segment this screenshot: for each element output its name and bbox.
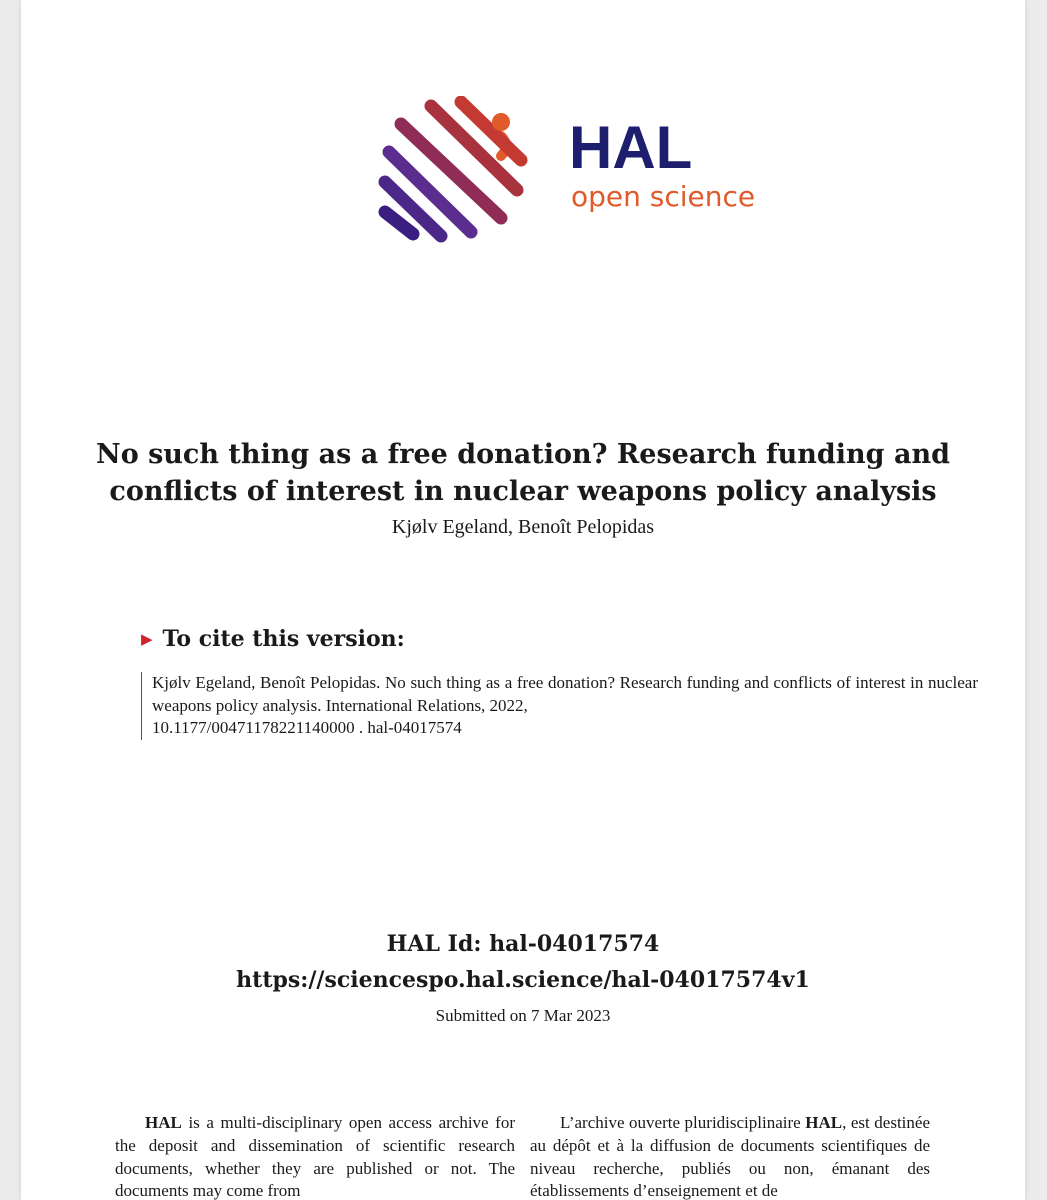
hal-logo-graphic <box>361 96 781 246</box>
paper-title-line-2: conflicts of interest in nuclear weapons policy analysis <box>109 476 937 507</box>
citation-line-1: Kjølv Egeland, Benoît Pelopidas. No such thing as a free donation? Research funding and conflicts of interest in nuclear weapons policy analysis. International Relations, 2022, <box>152 673 978 715</box>
logo-stripe-1 <box>385 212 413 234</box>
notice-hal-bold-en: HAL <box>145 1113 182 1132</box>
notice-text-en: is a multi-disciplinary open access archive for the deposit and dissemination of scientific research documents, whether they are published or not. The documents may come from <box>115 1113 515 1200</box>
english-notice <box>115 1112 515 1200</box>
hal-logo-mark <box>385 102 521 236</box>
submitted-date: Submitted on 7 Mar 2023 <box>435 1006 611 1025</box>
notice-text-fr: , est destinée au dépôt et à la diffusion de documents scientifiques de niveau recherche, publiés ou non, émanant des établissements d’enseignement et de <box>530 1113 931 1200</box>
hal-id-url[interactable]: https://sciencespo.hal.science/hal-04017574v1 <box>236 967 810 993</box>
french-notice <box>530 1112 930 1200</box>
notice-hal-bold-fr: HAL <box>805 1113 843 1132</box>
hal-id-block <box>21 926 1025 998</box>
citation-line-2: 10.1177/00471178221140000 . hal-04017574 <box>152 718 462 737</box>
paper-authors: Kjølv Egeland, Benoît Pelopidas <box>391 516 655 538</box>
cite-heading-label: To cite this version: <box>162 626 405 652</box>
citation-text <box>141 672 978 740</box>
hal-wordmark: HAL <box>569 114 693 181</box>
document-page <box>21 0 1025 1200</box>
notice-pre-fr: L’archive ouverte pluridisciplinaire <box>560 1113 801 1132</box>
hal-logo <box>361 96 781 246</box>
hal-tagline: open science <box>571 180 756 213</box>
triangle-right-icon: ▶ <box>141 630 153 648</box>
paper-title-line-1: No such thing as a free donation? Research funding and <box>96 439 950 470</box>
cite-heading <box>141 626 405 652</box>
logo-dot <box>492 113 510 131</box>
hal-id-label: HAL Id: hal-04017574 <box>386 931 660 957</box>
paper-title <box>21 436 1025 510</box>
